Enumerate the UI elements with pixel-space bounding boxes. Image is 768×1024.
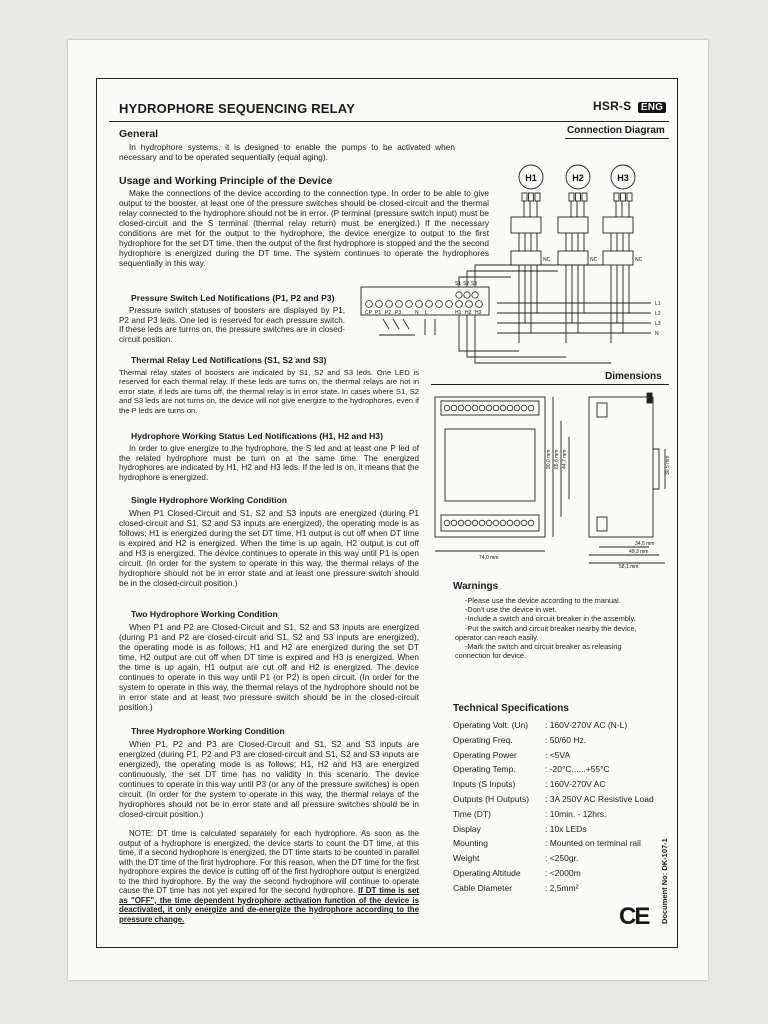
document-sheet <box>68 40 708 980</box>
spec-key: Operating Volt. (Un) <box>453 720 529 730</box>
terminal-p2: P2 <box>385 310 392 316</box>
side-view <box>589 397 653 537</box>
spec-key: Weight <box>453 853 480 864</box>
specs-heading: Technical Specifications <box>453 703 569 714</box>
relay-3 <box>603 217 633 233</box>
dimensions-drawing <box>429 389 673 569</box>
dim-49: 49,3 mm <box>629 549 649 555</box>
document-title: HYDROPHORE SEQUENCING RELAY <box>119 101 356 116</box>
spec-row <box>453 851 665 866</box>
relay-2 <box>558 217 588 233</box>
spec-value: : 160V-270V AC <box>545 779 606 790</box>
spec-key: Inputs (S Inputs) <box>453 779 516 790</box>
terminal-s2: S2 <box>463 281 470 287</box>
spec-value: : <2000m <box>545 867 581 878</box>
spec-row <box>453 733 665 748</box>
spec-key: Mounting <box>453 838 488 849</box>
single-text: When P1 Closed-Circuit and S1, S2 and S3 inputs are energized (during P1 closed-circuit and S1, S2 and S3 inputs are energized), the operating mode is as follows; H1 is energized during the set DT time, H1 output is cut off when DT time is expired and H2 is energized. When the time is up again, H2 output is cut off and H3 is energized. The device continues to operate in this way until P1 is open circuit. (In order for the system to operate in this way, the thermal relays of the hydrophore should not be in error state and at least one pressure switch should be in the closed-circuit position.) <box>119 508 419 588</box>
dim-65: 65,6 mm <box>554 449 560 469</box>
terminal-l: L <box>425 310 428 316</box>
line-label-l3: L3 <box>655 321 661 327</box>
terminal-h2: H2 <box>465 310 472 316</box>
spec-row <box>453 807 665 822</box>
usage-text: Make the connections of the device according to the connection type. In order to be able to give output to the booster, at least one of the pressure switches should be closed-circuit and the thermal relay connected to the hydrophore should not be in error. (P terminal (pressure switch input) must be closed-circuit and the S terminal (thermal relay return) must be energized.) If the necessary conditions are met for the output to the hydrophore, the device energize to output to the first hydrophore for the set DT time, then the output of the first hydrophore is stopped and the the second hydrophore is energized during the DT time. The system continues to operate the hydrophores sequentially in this way. <box>119 188 489 268</box>
dim-30: 30,5 mm <box>665 455 671 475</box>
spec-key: Operating Temp. <box>453 764 516 775</box>
warning-item: -Mark the switch and circuit breaker as releasing <box>465 642 622 652</box>
terminal-s1: S1 <box>455 281 462 287</box>
line-label-l1: L1 <box>655 301 661 307</box>
dimensions-rule <box>431 384 669 385</box>
dimensions-heading: Dimensions <box>605 371 662 382</box>
terminal-p1: P1 <box>375 310 382 316</box>
warning-item: -Include a switch and circuit breaker in the assembly. <box>465 614 636 624</box>
terminal-h3: H3 <box>475 310 482 316</box>
spec-row <box>453 762 665 777</box>
spec-row <box>453 748 665 763</box>
spec-key: Display <box>453 823 481 834</box>
terminal-h1: H1 <box>455 310 462 316</box>
spec-row <box>453 777 665 792</box>
relay-1 <box>511 217 541 233</box>
connection-rule <box>565 138 669 139</box>
relay-nc-1: NC <box>543 257 551 263</box>
spec-row <box>453 792 665 807</box>
model-code: HSR-S <box>593 99 632 113</box>
ce-mark-icon: CE <box>619 903 649 930</box>
relay-nc-2: NC <box>590 257 598 263</box>
spec-key: Operating Altitude <box>453 867 521 878</box>
front-view <box>435 397 545 537</box>
two-heading: Two Hydrophore Working Condition <box>131 609 278 619</box>
spec-key: Time (DT) <box>453 808 491 819</box>
spec-row <box>453 718 665 733</box>
dim-90: 90,0 mm <box>546 449 552 469</box>
warnings-heading: Warnings <box>453 581 499 592</box>
pump-label-h2: H2 <box>572 173 584 183</box>
model-label <box>593 99 666 113</box>
working-led-heading: Hydrophore Working Status Led Notifications (H1, H2 and H3) <box>131 431 383 441</box>
working-led-text: In order to give energize to the hydrophore, the S led and at least one P led of the related hydrophore must be turn on at the same time. The energized hydrophores are indicated by H1, H2 and H3 leds. If the led is on, it means that the hydrophore is energized. <box>119 444 419 482</box>
spec-row <box>453 836 665 851</box>
warning-item: -Don't use the device in wet. <box>465 605 557 615</box>
spec-key: Operating Freq. <box>453 734 513 745</box>
spec-value: : 3A 250V AC Resistive Load <box>545 793 654 804</box>
warnings-list <box>455 596 675 660</box>
note-paragraph <box>119 829 419 924</box>
general-text: In hydrophore systems, it is designed to enable the pumps to be activated when necessary and to be operated sequentially (equal aging). <box>119 142 455 162</box>
thermal-led-text: Thermal relay states of boosters are indicated by S1, S2 and S3 leds. One LED is reserved for each thermal relay. If these leds are turns on, the thermal relays are not in error state, if leds are turns off, the thermal relay is in error state. In cases where S1, S2 and S3 leds are not turns on, the device will not give energize to the hydrophores, even if the P leds are turns on. <box>119 368 419 415</box>
relay-nc-3: NC <box>635 257 643 263</box>
two-text: When P1 and P2 are Closed-Circuit and S1, S2 and S3 inputs are energized (during P1 and P2 are closed-circuit and S1, S2 and S3 inputs are energized), the operating mode is as follows; H1 and H2 are energized during the set DT time, H2 output are cut off when DT time is expired and H3 is energized. When the time is up again, H1 output are cut off and H2 is energized. The device continues to operate in this way until P1 (or P2) is open circuit. (In order for the system to operate in this way, the thermal relays of the hydrophore should not be in error state and at least two pressure switch should be in the closed-circuit position.) <box>119 622 419 712</box>
spec-value: : Mounted on terminal rail <box>545 838 641 849</box>
warning-item: operator can reach easily. <box>455 632 539 642</box>
general-heading: General <box>119 128 159 140</box>
usage-heading: Usage and Working Principle of the Device <box>119 175 333 187</box>
pump-label-h3: H3 <box>617 173 629 183</box>
spec-key: Operating Power <box>453 749 517 760</box>
pressure-led-heading: Pressure Switch Led Notifications (P1, P2 and P3) <box>131 293 335 303</box>
spec-key: Outputs (H Outputs) <box>453 793 530 804</box>
pump-label-h1: H1 <box>525 173 537 183</box>
warning-item: connection for device. <box>455 651 526 661</box>
dim-34: 34,5 mm <box>635 541 655 547</box>
line-label-l2: L2 <box>655 311 661 317</box>
note-underlined: If DT time is set as "OFF", the time dependent hydrophore activation function of the device is deactivated, it only energize and de-energize the hydrophore according to the pressure change. <box>119 886 419 924</box>
dim-74: 74,0 mm <box>479 555 499 561</box>
spec-value: : <5VA <box>545 749 571 760</box>
header-rule <box>109 121 669 122</box>
terminal-s3: S3 <box>471 281 478 287</box>
language-badge: ENG <box>638 102 666 113</box>
thermal-led-heading: Thermal Relay Led Notifications (S1, S2 and S3) <box>131 355 327 365</box>
dim-58: 58,1 mm <box>619 564 639 569</box>
warning-item: -Put the switch and circuit breaker nearby the device, <box>465 623 637 633</box>
document-frame <box>96 78 678 948</box>
spec-key: Cable Diameter <box>453 882 513 893</box>
terminal-n: N <box>415 310 419 316</box>
spec-row <box>453 881 665 896</box>
pressure-led-text: Pressure switch statuses of boosters are displayed by P1, P2 and P3 leds. One led is reserved for each pressure switch. If these leds are turrns on, the pressure switches are in closed-circuit position. <box>119 306 345 344</box>
spec-value: : <250gr. <box>545 853 579 864</box>
connection-diagram <box>359 159 671 369</box>
spec-value: : -20°C......+55°C <box>545 764 610 775</box>
specs-table <box>453 718 665 896</box>
connection-heading: Connection Diagram <box>567 125 665 136</box>
spec-row <box>453 822 665 837</box>
spec-row <box>453 866 665 881</box>
note-text: NOTE: DT time is calculated separately for each hydrophore. As soon as the output of a hydrophore is energized, the device starts to count the DT time, at this time, if a second hydrophore is energized, the DT time starts to be counted in parallel with the DT time of the first hydrophore. For this reason, when the DT time for the first hydrophore expires the device is cutting off of the first hydrophore output is energized to the third hydrophore. By the way the second hydrophore will continue to operate cause the DT time has not yet expired for the second hydrophore. <box>119 829 419 895</box>
spec-value: : 160V-270V AC (N-L) <box>545 720 628 730</box>
spec-value: : 2,5mm² <box>545 882 579 893</box>
three-heading: Three Hydrophore Working Condition <box>131 726 285 736</box>
warning-item: -Please use the device according to the manual. <box>465 596 621 605</box>
spec-value: : 10x LEDs <box>545 823 587 834</box>
spec-value: : 10min. - 12hrs. <box>545 808 607 819</box>
terminal-p3: P3 <box>395 310 402 316</box>
dim-44: 44,7 mm <box>562 449 568 469</box>
single-heading: Single Hydrophore Working Condition <box>131 495 287 505</box>
document-number: Document No: DK-107-1 <box>660 838 669 924</box>
spec-value: : 50/60 Hz. <box>545 734 587 745</box>
three-text: When P1, P2 and P3 are Closed-Circuit and S1, S2 and S3 inputs are energized (during P1, P2 and P3 are closed-circuit and S1, S2 and S3 inputs are energized), the operating mode is as follows; H1, H2 and H3 are energized continuously, the set DT time has no validity in this scenario. The device continues to operate in this way until P3 (or any of the pressure switches) is open circuit. (In order for the system to operate in this way, the thermal relays of the hydrophores should not be in error state and all pressure switches should be in closed-circuit position.) <box>119 739 419 819</box>
terminal-cp: CP <box>365 310 372 316</box>
line-label-n: N <box>655 331 659 337</box>
